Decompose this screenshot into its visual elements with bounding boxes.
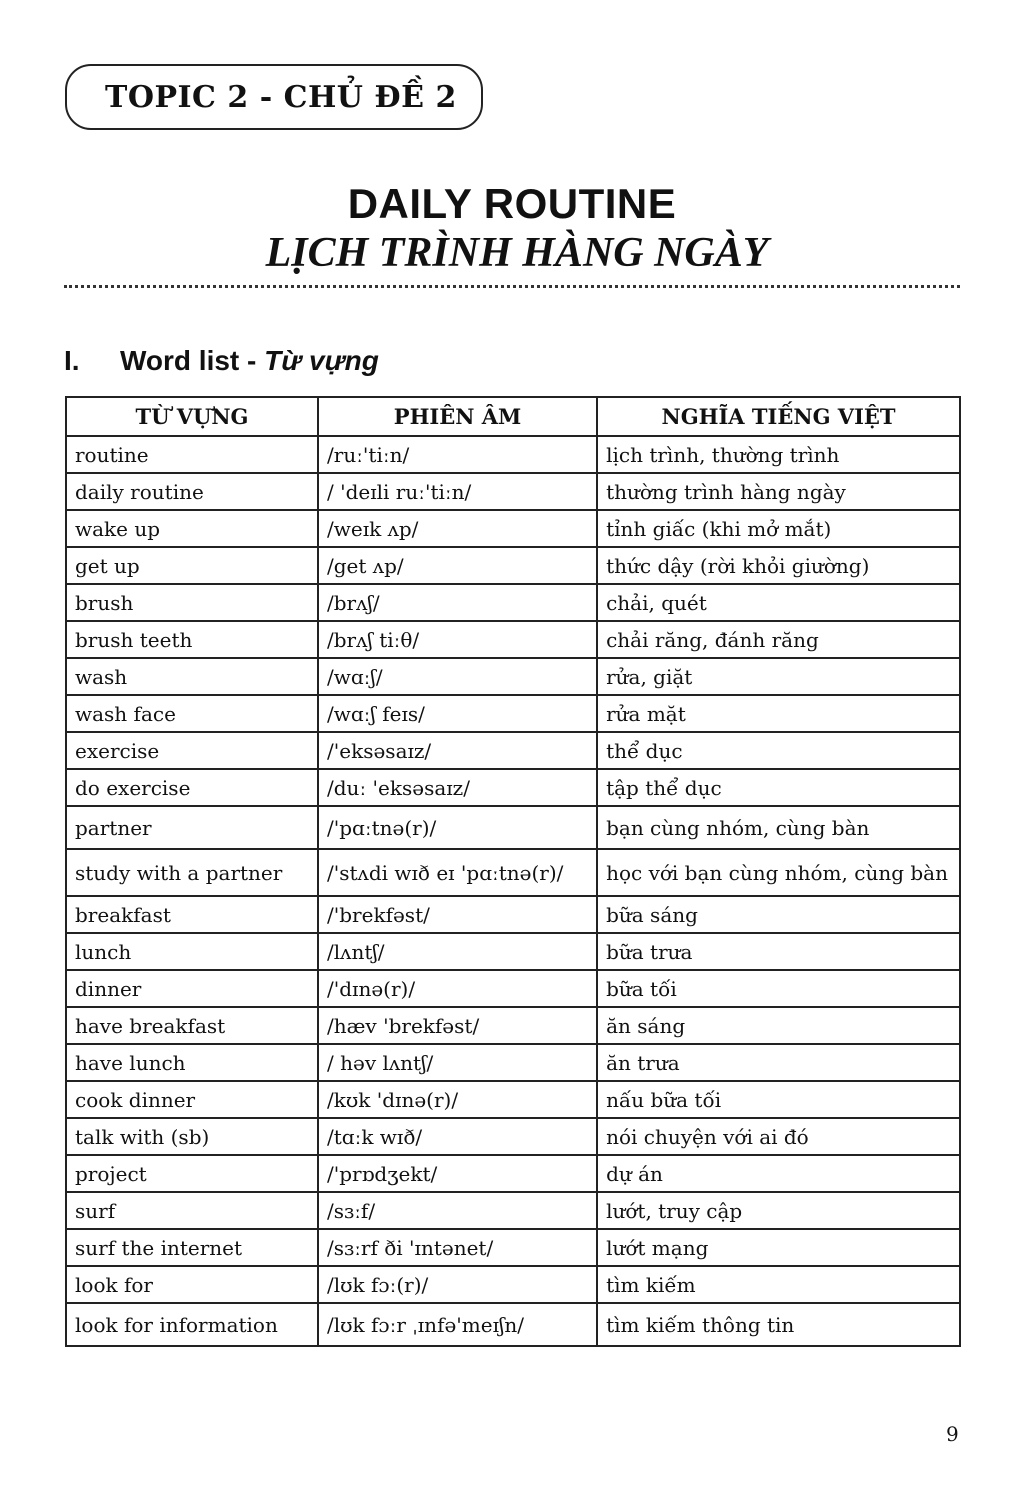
meaning-cell: lướt, truy cập [597,1192,960,1229]
table-row [66,1118,960,1155]
table-header-row [66,397,960,436]
page-number: 9 [946,1422,959,1446]
section-heading [64,345,379,377]
header-word: TỪ VỰNG [66,397,318,436]
table-row [66,1303,960,1346]
table-row [66,584,960,621]
phonetic-cell: /'eksəsaɪz/ [318,732,597,769]
word-cell: get up [66,547,318,584]
phonetic-cell: /tɑːk wɪð/ [318,1118,597,1155]
phonetic-cell: /'brekfəst/ [318,896,597,933]
word-cell: wash [66,658,318,695]
meaning-cell: nói chuyện với ai đó [597,1118,960,1155]
table-row [66,970,960,1007]
phonetic-cell: /hæv 'brekfəst/ [318,1007,597,1044]
table-row [66,473,960,510]
meaning-cell: ăn trưa [597,1044,960,1081]
word-cell: study with a partner [66,849,318,896]
word-cell: cook dinner [66,1081,318,1118]
phonetic-cell: /wɑːʃ feɪs/ [318,695,597,732]
meaning-cell: thể dục [597,732,960,769]
meaning-cell: tập thể dục [597,769,960,806]
meaning-cell: nấu bữa tối [597,1081,960,1118]
phonetic-cell: /ruː'tiːn/ [318,436,597,473]
topic-label-text: TOPIC 2 - CHỦ ĐỀ 2 [105,79,457,115]
table-row [66,1007,960,1044]
table-row [66,732,960,769]
meaning-cell: bạn cùng nhóm, cùng bàn [597,806,960,849]
phonetic-cell: /duː 'eksəsaɪz/ [318,769,597,806]
word-cell: exercise [66,732,318,769]
phonetic-cell: / 'deɪli ruː'tiːn/ [318,473,597,510]
table-row [66,806,960,849]
table-row [66,896,960,933]
page-title: DAILY ROUTINE [347,180,677,227]
meaning-cell: thức dậy (rời khỏi giường) [597,547,960,584]
table-row [66,658,960,695]
table-row [66,1266,960,1303]
meaning-cell: tỉnh giấc (khi mở mắt) [597,510,960,547]
word-cell: brush [66,584,318,621]
meaning-cell: lướt mạng [597,1229,960,1266]
meaning-cell: ăn sáng [597,1007,960,1044]
vocabulary-table [65,396,961,1347]
page-subtitle: LỊCH TRÌNH HÀNG NGÀY [265,230,769,276]
dotted-divider [64,285,960,288]
word-cell: surf [66,1192,318,1229]
header-phonetic: PHIÊN ÂM [318,397,597,436]
meaning-cell: tìm kiếm thông tin [597,1303,960,1346]
table-row [66,436,960,473]
phonetic-cell: /'prɒdʒekt/ [318,1155,597,1192]
table-row [66,769,960,806]
phonetic-cell: /'pɑːtnə(r)/ [318,806,597,849]
table-row [66,1192,960,1229]
word-cell: daily routine [66,473,318,510]
meaning-cell: dự án [597,1155,960,1192]
meaning-cell: chải, quét [597,584,960,621]
meaning-cell: thường trình hàng ngày [597,473,960,510]
phonetic-cell: /wɑːʃ/ [318,658,597,695]
word-cell: do exercise [66,769,318,806]
phonetic-cell: /lʊk fɔː(r)/ [318,1266,597,1303]
word-cell: routine [66,436,318,473]
phonetic-cell: /brʌʃ tiːθ/ [318,621,597,658]
phonetic-cell: /get ʌp/ [318,547,597,584]
table-row [66,510,960,547]
word-cell: partner [66,806,318,849]
meaning-cell: bữa tối [597,970,960,1007]
phonetic-cell: / həv lʌntʃ/ [318,1044,597,1081]
word-cell: talk with (sb) [66,1118,318,1155]
phonetic-cell: /kʊk 'dɪnə(r)/ [318,1081,597,1118]
meaning-cell: bữa sáng [597,896,960,933]
word-cell: have lunch [66,1044,318,1081]
section-title-vi: Từ vựng [264,345,379,376]
meaning-cell: tìm kiếm [597,1266,960,1303]
phonetic-cell: /lʌntʃ/ [318,933,597,970]
word-cell: have breakfast [66,1007,318,1044]
header-meaning: NGHĨA TIẾNG VIỆT [597,397,960,436]
meaning-cell: học với bạn cùng nhóm, cùng bàn [597,849,960,896]
phonetic-cell: /brʌʃ/ [318,584,597,621]
word-cell: wake up [66,510,318,547]
table-row [66,695,960,732]
table-row [66,849,960,896]
meaning-cell: bữa trưa [597,933,960,970]
phonetic-cell: /sɜːf/ [318,1192,597,1229]
table-row [66,1044,960,1081]
word-cell: breakfast [66,896,318,933]
topic-label [65,64,483,130]
table-row [66,1155,960,1192]
section-title: Word list - [120,345,265,376]
meaning-cell: rửa, giặt [597,658,960,695]
word-cell: brush teeth [66,621,318,658]
word-cell: surf the internet [66,1229,318,1266]
section-number: I. [64,345,80,376]
word-cell: look for information [66,1303,318,1346]
table-row [66,933,960,970]
meaning-cell: chải răng, đánh răng [597,621,960,658]
table-row [66,621,960,658]
phonetic-cell: /'stʌdi wɪð eɪ 'pɑːtnə(r)/ [318,849,597,896]
word-cell: dinner [66,970,318,1007]
word-cell: lunch [66,933,318,970]
table-row [66,547,960,584]
phonetic-cell: /lʊk fɔːr ˌɪnfə'meɪʃn/ [318,1303,597,1346]
meaning-cell: rửa mặt [597,695,960,732]
word-cell: wash face [66,695,318,732]
table-row [66,1229,960,1266]
phonetic-cell: /sɜːrf ði 'ɪntənet/ [318,1229,597,1266]
word-cell: project [66,1155,318,1192]
table-row [66,1081,960,1118]
phonetic-cell: /'dɪnə(r)/ [318,970,597,1007]
word-cell: look for [66,1266,318,1303]
meaning-cell: lịch trình, thường trình [597,436,960,473]
phonetic-cell: /weɪk ʌp/ [318,510,597,547]
